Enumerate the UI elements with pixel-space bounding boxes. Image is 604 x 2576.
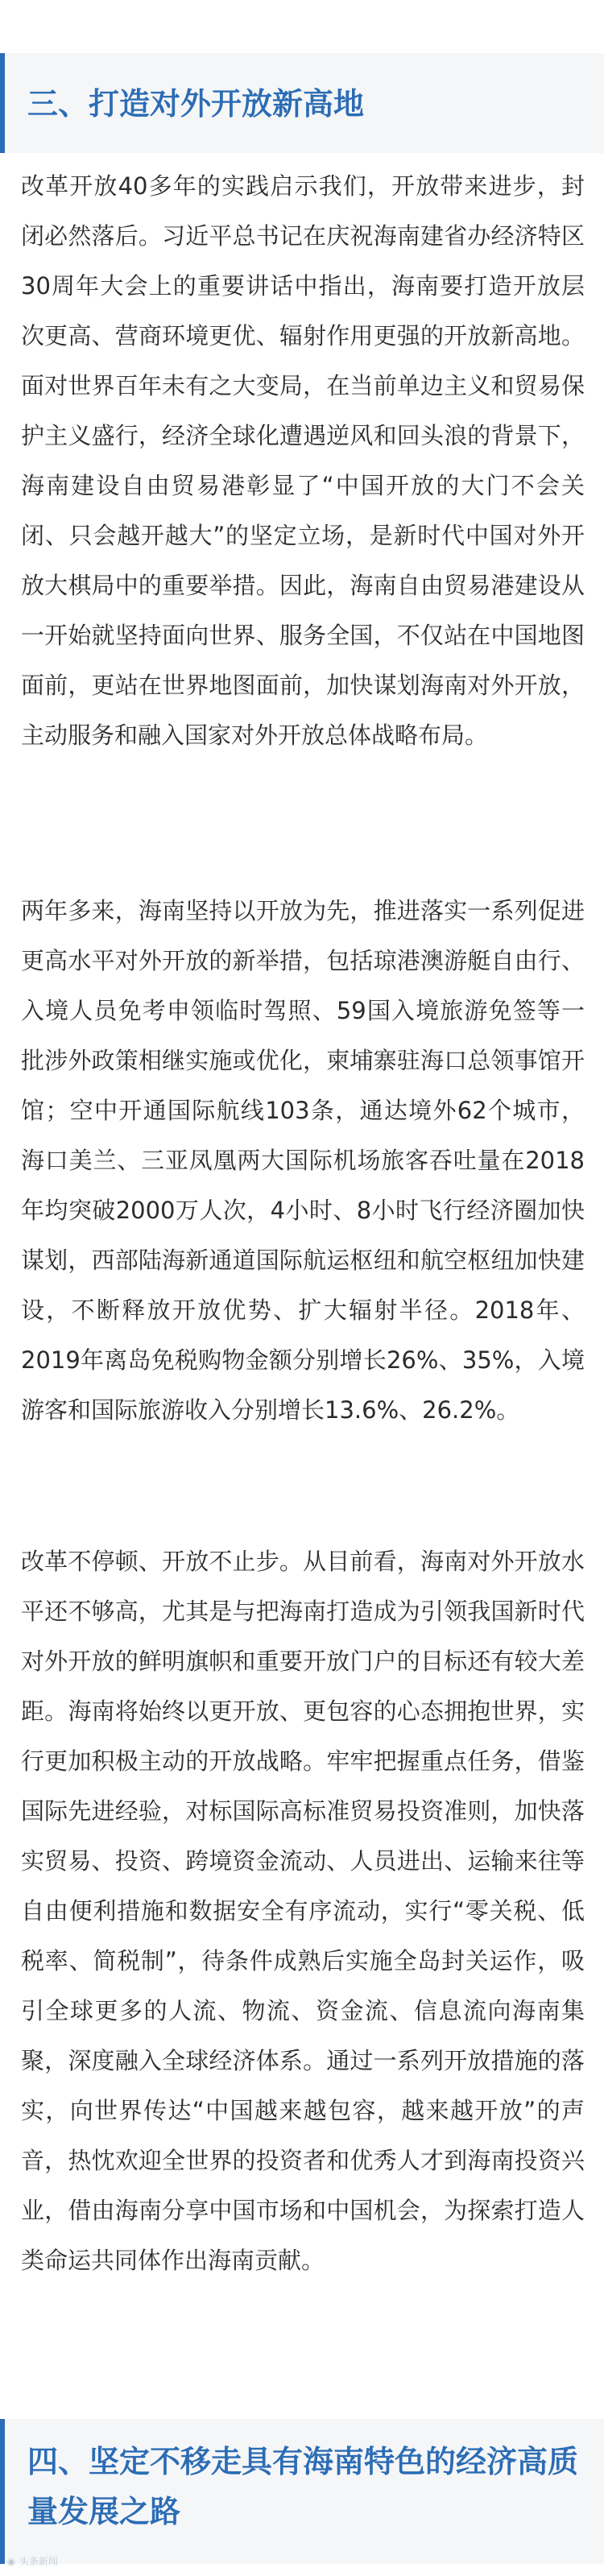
watermark-text: 头条新闻	[19, 2556, 58, 2567]
section-heading-3	[0, 53, 604, 153]
paragraph-3: 改革不停顿、开放不止步。从目前看，海南对外开放水平还不够高，尤其是与把海南打造成为引领我国新时代对外开放的鲜明旗帜和重要开放门户的目标还有较大差距。海南将始终以更开放、更包容的心态拥抱世界，实行更加积极主动的开放战略。牢牢把握重点任务，借鉴国际先进经验，对标国际高标准贸易投资准则，加快落实贸易、投资、跨境资金流动、人员进出、运输来往等自由便利措施和数据安全有序流动，实行“零关税、低税率、简税制”，待条件成熟后实施全岛封关运作，吸引全球更多的人流、物流、资金流、信息流向海南集聚，深度融入全球经济体系。通过一系列开放措施的落实，向世界传达“中国越来越包容，越来越开放”的声音，热忱欢迎全世界的投资者和优秀人才到海南投资兴业，借由海南分享中国市场和中国机会，为探索打造人类命运共同体作出海南贡献。	[21, 1548, 585, 2274]
section-heading-3-text: 三、打造对外开放新高地	[27, 86, 365, 122]
paragraph-2: 两年多来，海南坚持以开放为先，推进落实一系列促进更高水平对外开放的新举措，包括琼港澳游艇自由行、入境人员免考申领临时驾照、59国入境旅游免签等一批涉外政策相继实施或优化，柬埔寨驻海口总领事馆开馆；空中开通国际航线103条，通达境外62个城市，海口美兰、三亚凤凰两大国际机场旅客吞吐量在2018年均突破2000万人次，4小时、8小时飞行经济圈加快谋划，西部陆海新通道国际航运枢纽和航空枢纽加快建设，不断释放开放优势、扩大辐射半径。2018年、2019年离岛免税购物金额分别增长26%、35%，入境游客和国际旅游收入分别增长13.6%、26.2%。	[21, 897, 585, 1424]
section-heading-4-text: 四、坚定不移走具有海南特色的经济高质量发展之路	[27, 2444, 579, 2529]
section-heading-4	[0, 2419, 604, 2564]
paragraph-1: 改革开放40多年的实践启示我们，开放带来进步，封闭必然落后。习近平总书记在庆祝海南建省办经济特区30周年大会上的重要讲话中指出，海南要打造开放层次更高、营商环境更优、辐射作用更强的开放新高地。面对世界百年未有之大变局，在当前单边主义和贸易保护主义盛行，经济全球化遭遇逆风和回头浪的背景下，海南建设自由贸易港彰显了“中国开放的大门不会关闭、只会越开越大”的坚定立场，是新时代中国对外开放大棋局中的重要举措。因此，海南自由贸易港建设从一开始就坚持面向世界、服务全国，不仅站在中国地图面前，更站在世界地图面前，加快谋划海南对外开放，主动服务和融入国家对外开放总体战略布局。	[21, 172, 585, 749]
sina-logo-icon: ◉	[6, 2556, 16, 2567]
watermark	[6, 2554, 58, 2568]
